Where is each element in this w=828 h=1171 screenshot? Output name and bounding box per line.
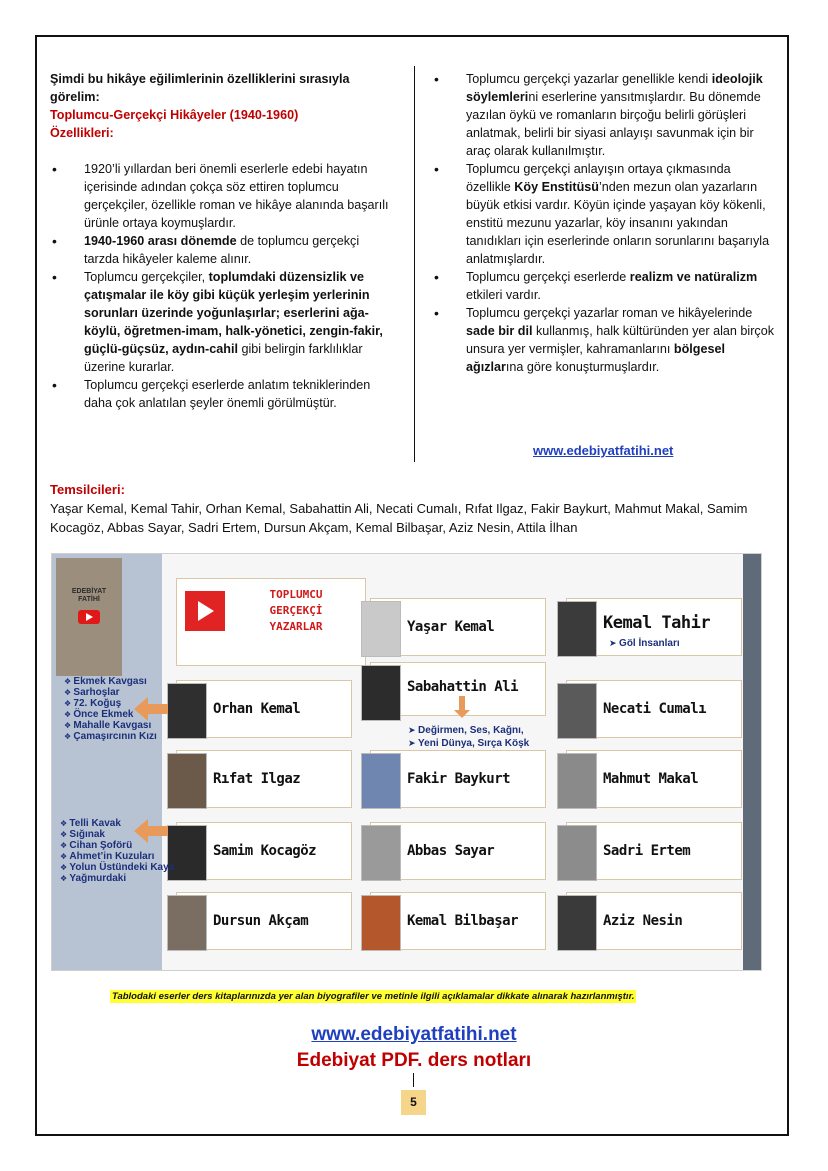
author-name: Rıfat Ilgaz xyxy=(213,771,301,787)
section-subheading: Özellikleri: xyxy=(50,126,114,140)
list-item: • Toplumcu gerçekçi eserlerde anlatım tekniklerinden daha çok anlatılan şeyler önemli görülmüştür. xyxy=(50,376,395,412)
footer-subtitle: Edebiyat PDF. ders notları xyxy=(296,1050,532,1071)
arrow-down-icon xyxy=(459,696,465,710)
author-name: Kemal Tahir xyxy=(603,613,711,633)
author-photo xyxy=(361,895,401,951)
left-bullet-list xyxy=(50,160,395,412)
author-name: Sabahattin Ali xyxy=(407,679,519,695)
author-photo xyxy=(557,683,597,739)
author-name: Samim Kocagöz xyxy=(213,843,317,859)
author-name: Fakir Baykurt xyxy=(407,771,511,787)
right-bullet-list xyxy=(432,70,777,376)
author-name: Orhan Kemal xyxy=(213,701,301,717)
author-name: Kemal Bilbaşar xyxy=(407,913,519,929)
author-card-fakir-baykurt xyxy=(370,750,546,808)
author-card-abbas-sayar xyxy=(370,822,546,880)
author-name: Aziz Nesin xyxy=(603,913,683,929)
author-card-mahmut-makal xyxy=(566,750,742,808)
author-card-samim-kocagoz xyxy=(176,822,352,880)
infographic-title: TOPLUMCU GERÇEKÇİ YAZARLAR xyxy=(269,588,323,633)
list-item: • Toplumcu gerçekçi anlayışın ortaya çıkmasında özellikle Köy Enstitüsü’nden mezun olan yazarların büyük etkisi vardır. Köyün içinde yaşayan köy kökenli, enstitü mezunu yazarlar, köy insanını yakından tanıdıkları için eserlerinde onların sorunlarını başarıyla anlatmışlardır. xyxy=(432,160,777,268)
site-link[interactable]: www.edebiyatfatihi.net xyxy=(533,443,674,458)
author-photo xyxy=(557,753,597,809)
list-item: • 1920’li yıllardan beri önemli eserlerle edebi hayatın içerisinde adından çokça söz ettiren toplumcu gerçekçiler, özellikle roman ve hikâye alanında başarılı ürünle ortaya koymuşlardır. xyxy=(50,160,395,232)
author-photo xyxy=(361,601,401,657)
title-card xyxy=(176,578,366,666)
author-card-rifat-ilgaz xyxy=(176,750,352,808)
author-card-orhan-kemal xyxy=(176,680,352,738)
author-photo xyxy=(167,895,207,951)
list-item: • Toplumcu gerçekçi yazarlar genellikle kendi ideolojik söylemlerini eserlerine yansıtmışlardır. Bu dönemde yazılan öykü ve romanların birçoğu belirli görüşleri anlatmak, belirli bir siyasi anlayışı savunmak için bir araç olarak kullanılmıştır. xyxy=(432,70,777,160)
author-card-kemal-bilbasar xyxy=(370,892,546,950)
author-photo xyxy=(361,665,401,721)
play-icon xyxy=(78,610,100,624)
author-card-yasar-kemal xyxy=(370,598,546,656)
infographic-stripe xyxy=(743,554,761,971)
arrow-left-icon xyxy=(148,704,168,714)
representatives-list: Yaşar Kemal, Kemal Tahir, Orhan Kemal, Sabahattin Ali, Necati Cumalı, Rıfat Ilgaz, Fakir Baykurt, Mahmut Makal, Samim Kocagöz, Abbas Sayar, Sadri Ertem, Dursun Akçam, Kemal Bilbaşar, Aziz Nesin, Attila İlhan xyxy=(50,501,748,535)
intro-text: Şimdi bu hikâye eğilimlerinin özelliklerini sırasıyla görelim: xyxy=(50,72,350,104)
highlighted-note: Tablodaki eserler ders kitaplarınızda yer alan biyografiler ve metinle ilgili açıklamalar dikkate alınarak hazırlanmıştır. xyxy=(112,991,635,1002)
author-photo xyxy=(557,601,597,657)
author-card-dursun-akcam xyxy=(176,892,352,950)
arrow-left-icon xyxy=(148,826,168,836)
column-divider xyxy=(414,66,415,462)
list-item: • Toplumcu gerçekçi eserlerde realizm ve natüralizm etkileri vardır. xyxy=(432,268,777,304)
author-photo xyxy=(167,753,207,809)
author-photo xyxy=(557,895,597,951)
kemal-tahir-works: ➤ Göl İnsanları xyxy=(609,637,680,650)
samim-kocagoz-works: ❖ Telli Kavak ❖ Sığınak ❖ Cihan Şoförü ❖ Ahmet’in Kuzuları ❖ Yolun Üstündeki Kaya ❖ Yağmurdaki xyxy=(60,818,174,884)
author-name: Yaşar Kemal xyxy=(407,619,495,635)
section-heading: Toplumcu-Gerçekçi Hikâyeler (1940-1960) xyxy=(50,108,299,122)
author-name: Mahmut Makal xyxy=(603,771,699,787)
author-photo xyxy=(167,683,207,739)
representatives-heading: Temsilcileri: xyxy=(50,482,125,497)
page-number: 5 xyxy=(401,1090,426,1115)
author-card-aziz-nesin xyxy=(566,892,742,950)
author-card-sadri-ertem xyxy=(566,822,742,880)
right-column xyxy=(432,70,777,376)
author-name: Abbas Sayar xyxy=(407,843,495,859)
author-photo xyxy=(361,825,401,881)
page-number-line xyxy=(413,1073,414,1087)
author-card-necati-cumali xyxy=(566,680,742,738)
author-photo xyxy=(361,753,401,809)
logo-text: EDEBİYAT FATİHİ xyxy=(71,588,107,603)
authors-infographic xyxy=(51,553,762,971)
list-item: • Toplumcu gerçekçi yazarlar roman ve hikâyelerinde sade bir dil kullanmış, halk kültüründen yer alan birçok unsura yer vermişler, kahramanlarını bölgesel ağızlarına göre konuşturmuşlardır. xyxy=(432,304,777,376)
author-photo xyxy=(557,825,597,881)
sabahattin-works: ➤ Değirmen, Ses, Kağnı, ➤ Yeni Dünya, Sırça Köşk xyxy=(408,724,529,750)
author-name: Sadri Ertem xyxy=(603,843,691,859)
left-column xyxy=(50,70,395,412)
author-card-kemal-tahir xyxy=(566,598,742,656)
footer-site-link[interactable]: www.edebiyatfatihi.net xyxy=(311,1024,517,1045)
play-icon xyxy=(185,591,225,631)
list-item: • 1940-1960 arası dönemde de toplumcu gerçekçi tarzda hikâyeler kaleme alınır. xyxy=(50,232,395,268)
list-item: • Toplumcu gerçekçiler, toplumdaki düzensizlik ve çatışmalar ile köy gibi küçük yerleşim yerlerinin sorunları üzerinde yoğunlaşırlar; eserlerini ağa-köylü, öğretmen-imam, halk-yönetici, zengin-fakir, güçlü-güçsüz, aydın-cahil gibi belirgin farklılıklar üzerine kurarlar. xyxy=(50,268,395,376)
logo xyxy=(56,558,122,676)
orhan-kemal-works: ❖ Ekmek Kavgası ❖ Sarhoşlar ❖ 72. Koğuş ❖ Önce Ekmek ❖ Mahalle Kavgası ❖ Çamaşırcının Kızı xyxy=(64,676,157,742)
author-card-sabahattin-ali xyxy=(370,662,546,716)
author-name: Necati Cumalı xyxy=(603,701,707,717)
author-name: Dursun Akçam xyxy=(213,913,309,929)
